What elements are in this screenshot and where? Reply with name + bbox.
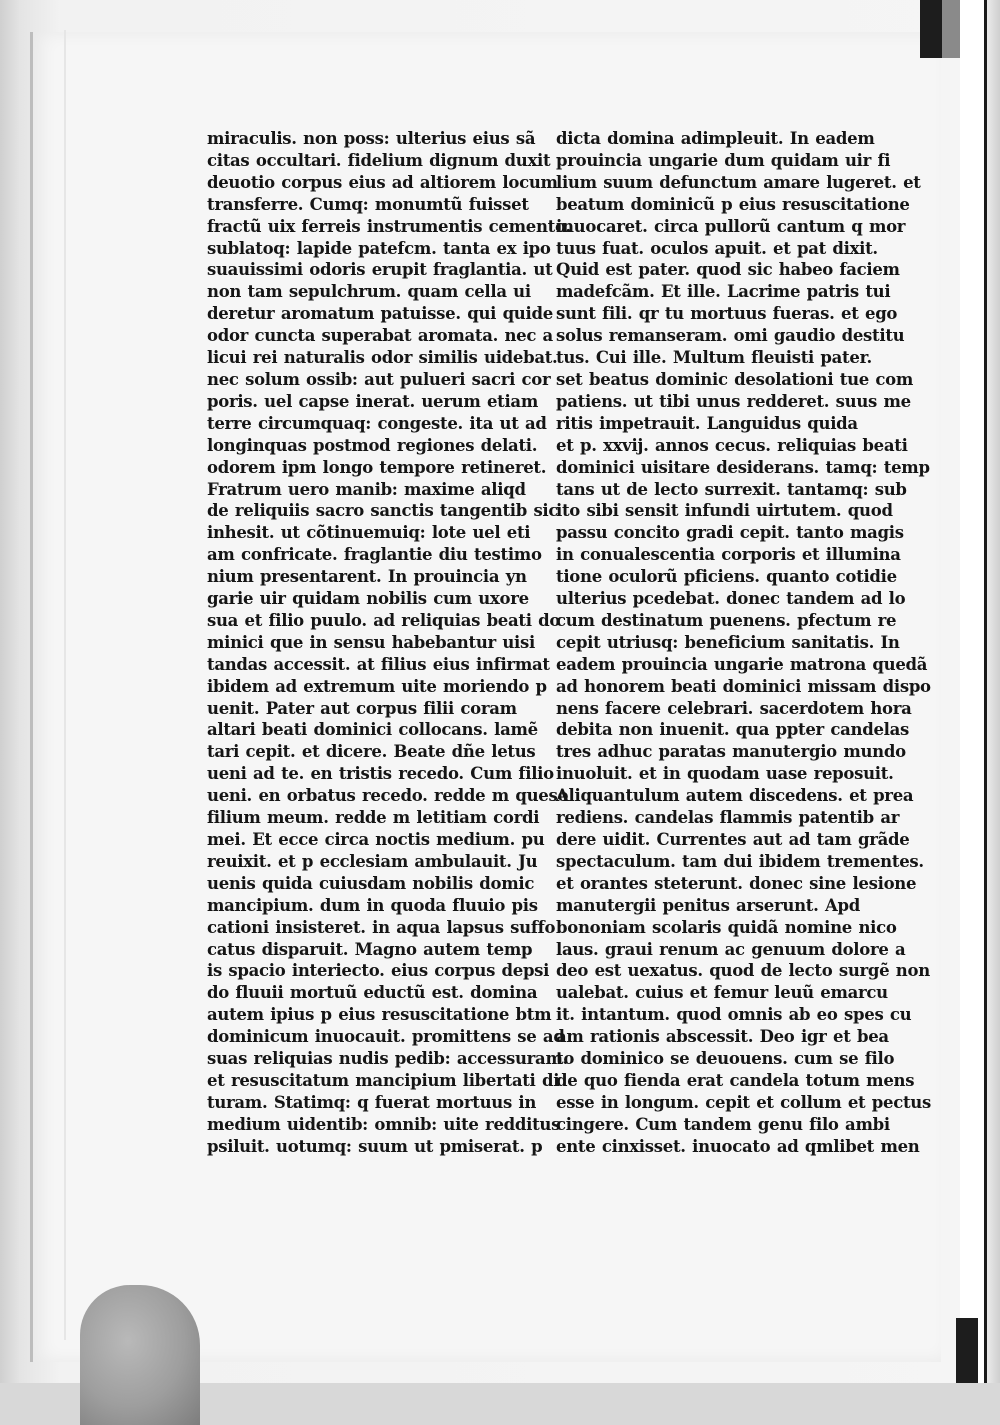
right-column-line: nens facere celebrari. sacerdotem hora bbox=[556, 698, 912, 718]
left-column-line: minici que in sensu habebantur uisi bbox=[207, 632, 535, 652]
left-column-line: Fratrum uero manib: maxime aliqd bbox=[207, 479, 526, 499]
binding-edge bbox=[960, 0, 1000, 1383]
right-column-line: it. intantum. quod omnis ab eo spes cu bbox=[556, 1005, 912, 1025]
right-column-line: ad honorem beati dominici missam dispo bbox=[556, 676, 931, 696]
right-column-line: bononiam scolaris quidã nomine nico bbox=[556, 917, 897, 937]
left-column-line: turam. Statimq: q fuerat mortuus in bbox=[207, 1092, 537, 1112]
right-column-line: patiens. ut tibi unus redderet. suus me bbox=[556, 391, 911, 411]
left-column-line: suas reliquias nudis pedib: accessuram. bbox=[207, 1049, 569, 1069]
right-column-line: dere uidit. Currentes aut ad tam grãde bbox=[556, 830, 910, 849]
left-column-line: fractũ uix ferreis instrumentis cemento. bbox=[207, 216, 571, 236]
right-column-line: lium suum defunctum amare lugeret. et bbox=[556, 172, 921, 192]
left-column-line: am confricate. fraglantie diu testimo bbox=[207, 545, 542, 565]
left-column-line: catus disparuit. Magno autem temp bbox=[207, 939, 533, 959]
right-column-line: spectaculum. tam dui ibidem trementes. bbox=[556, 851, 924, 871]
left-column-line: poris. uel capse inerat. uerum etiam bbox=[207, 391, 538, 411]
left-column-line: is spacio interiecto. eius corpus depsi bbox=[207, 961, 550, 981]
left-column-line: dominicum inuocauit. promittens se ad bbox=[207, 1027, 565, 1047]
left-column-line: altari beati dominici collocans. lamẽ bbox=[207, 720, 538, 740]
right-column-line: beatum dominicũ p eius resuscitatione bbox=[556, 194, 910, 214]
left-column-line: nium presentarent. In prouincia yn bbox=[207, 567, 527, 587]
left-column-line: medium uidentib: omnib: uite redditus bbox=[207, 1114, 561, 1134]
scan-margin-dark bbox=[920, 0, 942, 58]
left-column-line: sublatoq: lapide patefcm. tanta ex ipo bbox=[207, 238, 551, 258]
page-edge bbox=[64, 30, 66, 1340]
left-column-line: uenit. Pater aut corpus filii coram bbox=[207, 698, 517, 718]
right-column-line: in conualescentia corporis et illumina bbox=[556, 545, 901, 565]
left-column-line: suauissimi odoris erupit fraglantia. ut bbox=[207, 260, 553, 280]
left-column-line: ibidem ad extremum uite moriendo p bbox=[207, 676, 547, 696]
right-column-line: Quid est pater. quod sic habeo faciem bbox=[556, 260, 900, 280]
left-column-line: et resuscitatum mancipium libertati di bbox=[207, 1070, 560, 1090]
left-column-line: sua et filio puulo. ad reliquias beati do bbox=[207, 610, 561, 630]
left-column-line: cationi insisteret. in aqua lapsus suffo bbox=[207, 917, 556, 937]
left-column-line: licui rei naturalis odor similis uidebat. bbox=[207, 348, 558, 368]
left-column-line: longinquas postmod regiones delati. bbox=[207, 435, 538, 455]
scan-margin-dark-bottom bbox=[956, 1318, 978, 1383]
left-column-line: odor cuncta superabat aromata. nec a bbox=[207, 326, 553, 346]
right-column-line: tans ut de lecto surrexit. tantamq: sub bbox=[556, 479, 907, 499]
right-text-column bbox=[556, 128, 931, 1158]
holding-thumb bbox=[80, 1285, 200, 1425]
right-column-line: cepit utriusq: beneficium sanitatis. In bbox=[556, 632, 900, 652]
right-column-line: dominici uisitare desiderans. tamq: temp bbox=[556, 457, 930, 477]
right-column-line: tus. Cui ille. Multum fleuisti pater. bbox=[556, 348, 872, 368]
right-column-line: ritis impetrauit. Languidus quida bbox=[556, 413, 858, 433]
right-column-line: sunt fili. qr tu mortuus fueras. et ego bbox=[556, 304, 898, 324]
right-column-line: cum destinatum puenens. pfectum re bbox=[556, 610, 897, 630]
right-column-line: passu concito gradi cepit. tanto magis bbox=[556, 523, 904, 543]
right-column-line: inuoluit. et in quodam uase reposuit. bbox=[556, 764, 894, 784]
left-column-line: tari cepit. et dicere. Beate dñe letus bbox=[207, 742, 536, 762]
left-column-line: deretur aromatum patuisse. qui quide bbox=[207, 304, 553, 324]
right-column-line: dicta domina adimpleuit. In eadem bbox=[556, 129, 875, 148]
left-column-line: mei. Et ecce circa noctis medium. pu bbox=[207, 830, 545, 849]
right-column-line: laus. graui renum ac genuum dolore a bbox=[556, 939, 906, 959]
left-column-line: terre circumquaq: congeste. ita ut ad bbox=[207, 413, 547, 433]
right-column-line: eadem prouincia ungarie matrona quedã bbox=[556, 654, 928, 674]
left-column-line: nec solum ossib: aut pulueri sacri cor bbox=[207, 369, 551, 389]
left-column-line: garie uir quidam nobilis cum uxore bbox=[207, 589, 529, 609]
left-column-line: transferre. Cumq: monumtũ fuisset bbox=[207, 194, 529, 214]
left-column-line: ueni. en orbatus recedo. redde m queso bbox=[207, 786, 569, 806]
left-column-line: non tam sepulchrum. quam cella ui bbox=[207, 282, 531, 302]
right-column-line: cingere. Cum tandem genu filo ambi bbox=[556, 1114, 890, 1134]
left-column-line: autem ipius p eius resuscitatione btm bbox=[207, 1005, 552, 1025]
right-column-line: to dominico se deuouens. cum se filo bbox=[556, 1049, 895, 1069]
scan-margin bbox=[942, 0, 960, 58]
right-column-line: ito sibi sensit infundi uirtutem. quod bbox=[556, 501, 893, 521]
right-column-line: debita non inuenit. qua ppter candelas bbox=[556, 720, 909, 740]
right-column-line: esse in longum. cepit et collum et pectus bbox=[556, 1092, 931, 1112]
left-column-line: de reliquiis sacro sanctis tangentib sic bbox=[207, 501, 559, 521]
left-column-line: citas occultari. fidelium dignum duxit bbox=[207, 150, 551, 170]
left-column-line: psiluit. uotumq: suum ut pmiserat. p bbox=[207, 1136, 543, 1156]
right-column-line: ulterius pcedebat. donec tandem ad lo bbox=[556, 589, 906, 609]
left-column-line: odorem ipm longo tempore retineret. bbox=[207, 457, 547, 477]
right-column-line: manutergii penitus arserunt. Apd bbox=[556, 895, 860, 915]
right-column-line: Aliquantulum autem discedens. et prea bbox=[556, 786, 914, 806]
right-column-line: de quo fienda erat candela totum mens bbox=[556, 1070, 915, 1090]
left-column-line: deuotio corpus eius ad altiorem locum bbox=[207, 172, 558, 192]
right-column-line: inuocaret. circa pullorũ cantum q mor bbox=[556, 216, 906, 236]
left-column-line: do fluuii mortuũ eductũ est. domina bbox=[207, 983, 538, 1003]
right-column-line: solus remanseram. omi gaudio destitu bbox=[556, 326, 905, 346]
left-column-line: reuixit. et p ecclesiam ambulauit. Ju bbox=[207, 851, 538, 871]
left-column-line: ueni ad te. en tristis recedo. Cum filio bbox=[207, 764, 554, 784]
left-column-line: miraculis. non poss: ulterius eius sã bbox=[207, 129, 536, 148]
right-column-line: deo est uexatus. quod de lecto surgẽ non bbox=[556, 961, 930, 981]
left-text-column bbox=[207, 128, 571, 1158]
right-column-line: prouincia ungarie dum quidam uir fi bbox=[556, 150, 891, 170]
right-column-line: ualebat. cuius et femur leuũ emarcu bbox=[556, 983, 888, 1003]
right-column-line: tuus fuat. oculos apuit. et pat dixit. bbox=[556, 238, 878, 258]
right-column-line: am rationis abscessit. Deo igr et bea bbox=[556, 1027, 889, 1047]
right-column-line: et p. xxvij. annos cecus. reliquias beati bbox=[556, 435, 908, 455]
right-column-line: tione oculorũ pficiens. quanto cotidie bbox=[556, 567, 897, 587]
right-column-line: et orantes steterunt. donec sine lesione bbox=[556, 873, 917, 893]
right-column-line: madefcãm. Et ille. Lacrime patris tui bbox=[556, 282, 891, 302]
left-column-line: tandas accessit. at filius eius infirmat bbox=[207, 654, 550, 674]
right-column-line: rediens. candelas flammis patentib ar bbox=[556, 808, 900, 828]
right-column-line: set beatus dominic desolationi tue com bbox=[556, 369, 914, 389]
right-column-line: ente cinxisset. inuocato ad qmlibet men bbox=[556, 1136, 920, 1156]
left-column-line: inhesit. ut cõtinuemuiq: lote uel eti bbox=[207, 523, 531, 543]
right-column-line: tres adhuc paratas manutergio mundo bbox=[556, 742, 906, 762]
left-column-line: filium meum. redde m letitiam cordi bbox=[207, 808, 540, 828]
left-column-line: mancipium. dum in quoda fluuio pis bbox=[207, 895, 538, 915]
left-column-line: uenis quida cuiusdam nobilis domic bbox=[207, 873, 535, 893]
